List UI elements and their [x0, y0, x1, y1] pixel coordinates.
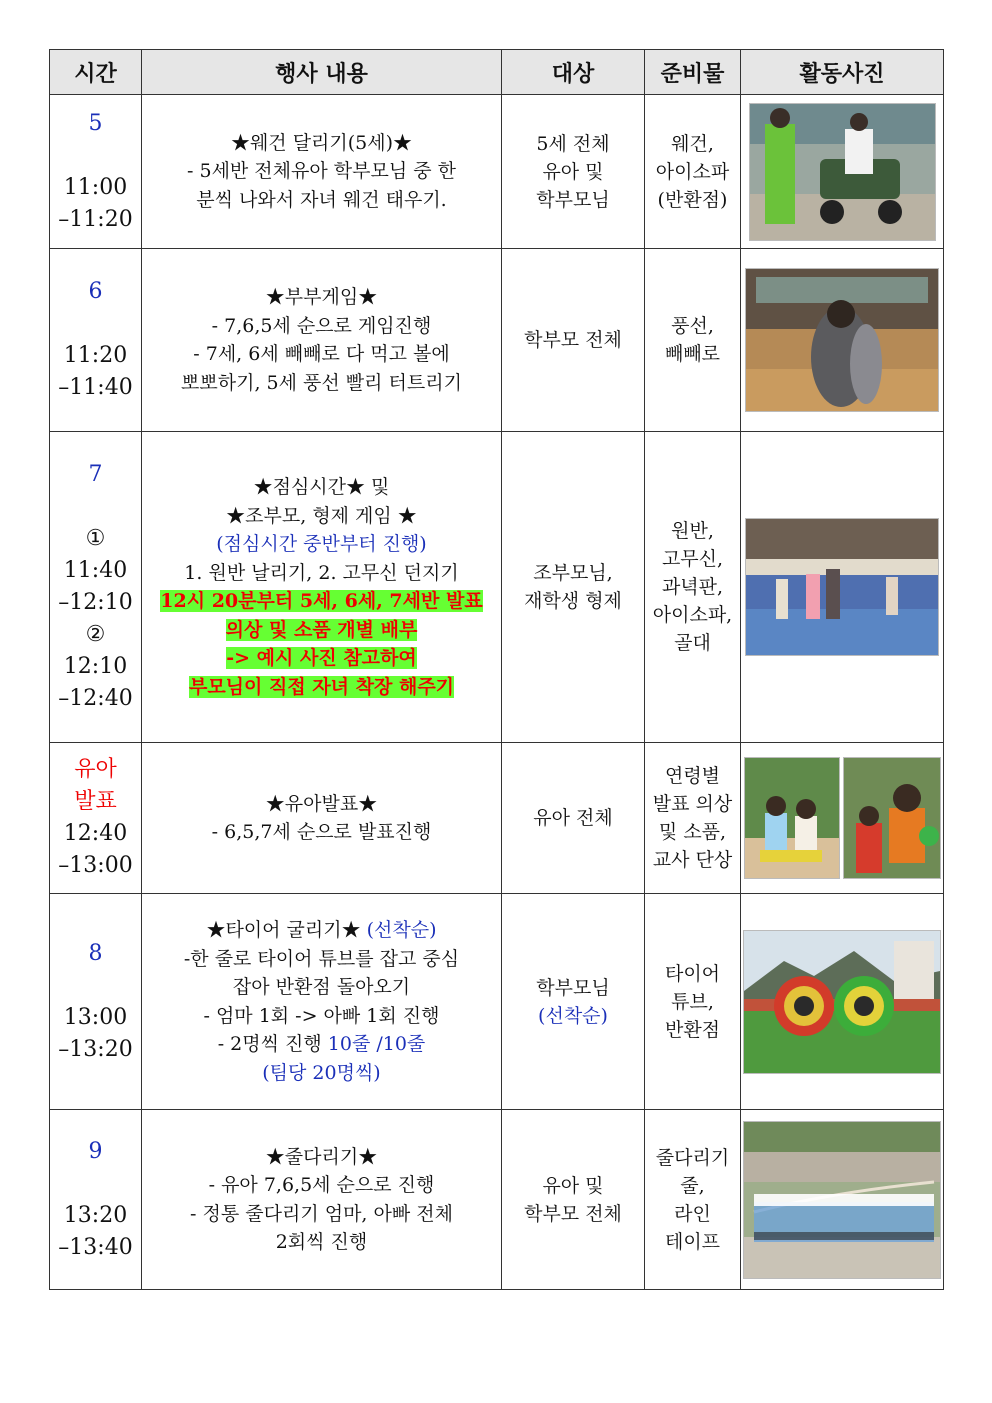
- content-line: - 5세반 전체유아 학부모님 중 한: [187, 160, 456, 183]
- time-start: 12:10: [63, 654, 128, 679]
- header-time: 시간: [50, 50, 142, 95]
- tire-rolling-photo: [743, 930, 941, 1074]
- content-note: (팀당 20명씩): [262, 1061, 381, 1084]
- time-cell: [50, 249, 142, 432]
- prep-cell: [645, 743, 741, 894]
- photo-cell: [741, 432, 944, 743]
- content-line: 2회씩 진행: [275, 1231, 368, 1253]
- photo-cell: [741, 1110, 944, 1290]
- time-end: –12:10: [58, 590, 133, 615]
- content-line: - 2명씩 진행: [217, 1033, 328, 1055]
- target-cell: [502, 95, 645, 249]
- time-start: 11:40: [63, 558, 128, 583]
- wagon-race-photo: [749, 103, 936, 241]
- prep-line: 발표 의상: [652, 793, 733, 815]
- highlight-line: 의상 및 소품 개별 배부: [225, 618, 418, 641]
- content-cell: [142, 432, 502, 743]
- target-line: 유아 전체: [533, 807, 613, 829]
- time-end: –13:00: [58, 853, 133, 878]
- time-cell: [50, 894, 142, 1110]
- prep-line: 라인: [674, 1202, 711, 1225]
- content-line: - 엄마 1회 -> 아빠 1회 진행: [203, 1004, 440, 1027]
- time-end: –11:20: [58, 206, 133, 232]
- table-row: [50, 743, 944, 894]
- event-number: 8: [88, 940, 103, 966]
- content-line: 잡아 반환점 돌아오기: [232, 976, 411, 998]
- time-cell: [50, 95, 142, 249]
- prep-line: 테이프: [664, 1230, 721, 1253]
- time-end: –13:40: [58, 1234, 133, 1260]
- tug-of-war-photo: [743, 1121, 941, 1279]
- table-row: [50, 95, 944, 249]
- target-cell: [502, 743, 645, 894]
- event-number: 9: [88, 1138, 103, 1164]
- target-line: 재학생 형제: [524, 590, 622, 612]
- time-start: 11:00: [63, 174, 128, 200]
- header-target: 대상: [502, 50, 645, 95]
- time-cell: [50, 743, 142, 894]
- target-line: 조부모님,: [533, 562, 613, 584]
- table-row: [50, 894, 944, 1110]
- content-note: (선착순): [360, 919, 437, 941]
- time-end: –11:40: [58, 375, 133, 400]
- header-row: [50, 50, 944, 95]
- content-line: -한 줄로 타이어 튜브를 잡고 중심: [183, 947, 460, 970]
- content-line: 1. 원반 날리기, 2. 고무신 던지기: [184, 561, 459, 584]
- target-cell: [502, 249, 645, 432]
- prep-line: 및 소품,: [658, 821, 727, 843]
- photo-cell: [741, 95, 944, 249]
- event-title: ★타이어 굴리기★: [206, 919, 361, 941]
- content-cell: [142, 1110, 502, 1290]
- event-title: ★웨건 달리기(5세)★: [230, 131, 413, 154]
- content-note: (점심시간 중반부터 진행): [216, 533, 427, 555]
- content-cell: [142, 249, 502, 432]
- time-cell: [50, 432, 142, 743]
- target-line: 5세 전체: [536, 132, 610, 155]
- performance-label: 발표: [74, 789, 117, 814]
- prep-cell: [645, 1110, 741, 1290]
- prep-line: 튜브,: [671, 990, 714, 1013]
- content-note: 10줄 /10줄: [327, 1033, 426, 1055]
- target-line: 학부모님: [536, 188, 610, 211]
- content-cell: [142, 95, 502, 249]
- target-line: 학부모 전체: [524, 1202, 622, 1225]
- prep-line: 고무신,: [661, 548, 724, 570]
- target-note: (선착순): [538, 1004, 608, 1027]
- schedule-table: [49, 49, 944, 1290]
- highlight-line: -> 예시 사진 참고하여: [226, 647, 417, 669]
- kids-performance-photo-right: [843, 757, 941, 879]
- prep-line: 교사 단상: [652, 849, 733, 871]
- highlight-line: 부모님이 직접 자녀 착장 해주기: [188, 675, 455, 698]
- prep-line: 타이어: [664, 962, 721, 985]
- content-line: - 유아 7,6,5세 순으로 진행: [208, 1174, 435, 1196]
- time-cell: [50, 1110, 142, 1290]
- event-title: ★줄다리기★: [265, 1145, 378, 1168]
- table-row: [50, 249, 944, 432]
- prep-line: 빼빼로: [664, 343, 721, 365]
- prep-cell: [645, 432, 741, 743]
- prep-line: 연령별: [664, 765, 721, 787]
- photo-cell: [741, 249, 944, 432]
- event-number: 6: [88, 279, 103, 304]
- table-row: [50, 432, 944, 743]
- event-number: 7: [88, 462, 103, 487]
- event-number: 5: [88, 110, 103, 136]
- header-photo: 활동사진: [741, 50, 944, 95]
- target-line: 학부모 전체: [524, 329, 622, 351]
- content-line: - 7세, 6세 빼빼로 다 먹고 볼에: [193, 343, 450, 365]
- prep-line: 아이소파: [655, 160, 730, 183]
- prep-cell: [645, 249, 741, 432]
- content-line: - 정통 줄다리기 엄마, 아빠 전체: [190, 1202, 453, 1225]
- content-line: - 7,6,5세 순으로 게임진행: [211, 314, 432, 337]
- content-line: 뽀뽀하기, 5세 풍선 빨리 터트리기: [181, 371, 462, 394]
- content-line: 분씩 나와서 자녀 웨건 태우기.: [196, 188, 447, 211]
- prep-line: 아이소파,: [652, 604, 733, 626]
- content-line: - 6,5,7세 순으로 발표진행: [211, 821, 432, 843]
- time-end: –12:40: [58, 686, 133, 711]
- header-prep: 준비물: [645, 50, 741, 95]
- time-start: 12:40: [63, 821, 128, 846]
- prep-cell: [645, 894, 741, 1110]
- event-title: ★부부게임★: [265, 286, 378, 308]
- target-cell: [502, 894, 645, 1110]
- prep-line: (반환점): [657, 188, 728, 211]
- table-row: [50, 1110, 944, 1290]
- prep-line: 풍선,: [671, 315, 714, 337]
- target-cell: [502, 1110, 645, 1290]
- prep-line: 원반,: [671, 520, 714, 542]
- content-cell: [142, 894, 502, 1110]
- prep-line: 골대: [674, 632, 711, 654]
- prep-line: 과녁판,: [661, 576, 724, 598]
- time-start: 11:20: [63, 343, 128, 368]
- kids-performance-photo: [741, 757, 943, 879]
- target-line: 유아 및: [542, 1174, 604, 1197]
- target-line: 유아 및: [542, 160, 604, 183]
- photo-cell: [741, 743, 944, 894]
- event-title: ★점심시간★ 및: [253, 476, 390, 498]
- highlight-line: 12시 20분부터 5세, 6세, 7세반 발표: [160, 590, 483, 612]
- time-start: 13:20: [63, 1202, 128, 1228]
- couple-game-photo: [745, 268, 939, 412]
- prep-cell: [645, 95, 741, 249]
- time-end: –13:20: [58, 1036, 133, 1062]
- performance-label: 유아: [74, 757, 117, 782]
- header-content: 행사 내용: [142, 50, 502, 95]
- event-title: ★유아발표★: [265, 792, 378, 815]
- prep-line: 웨건,: [671, 132, 714, 155]
- photo-cell: [741, 894, 944, 1110]
- session-marker: ①: [85, 526, 106, 551]
- time-start: 13:00: [63, 1004, 128, 1030]
- target-line: 학부모님: [536, 976, 610, 999]
- target-cell: [502, 432, 645, 743]
- event-title: ★조부모, 형제 게임 ★: [226, 504, 417, 527]
- content-cell: [142, 743, 502, 894]
- prep-line: 줄,: [680, 1174, 705, 1197]
- prep-line: 줄다리기: [655, 1146, 730, 1169]
- session-marker: ②: [85, 622, 106, 647]
- prep-line: 반환점: [664, 1018, 721, 1041]
- kids-performance-photo-left: [744, 757, 840, 879]
- grandparent-game-photo: [745, 518, 939, 656]
